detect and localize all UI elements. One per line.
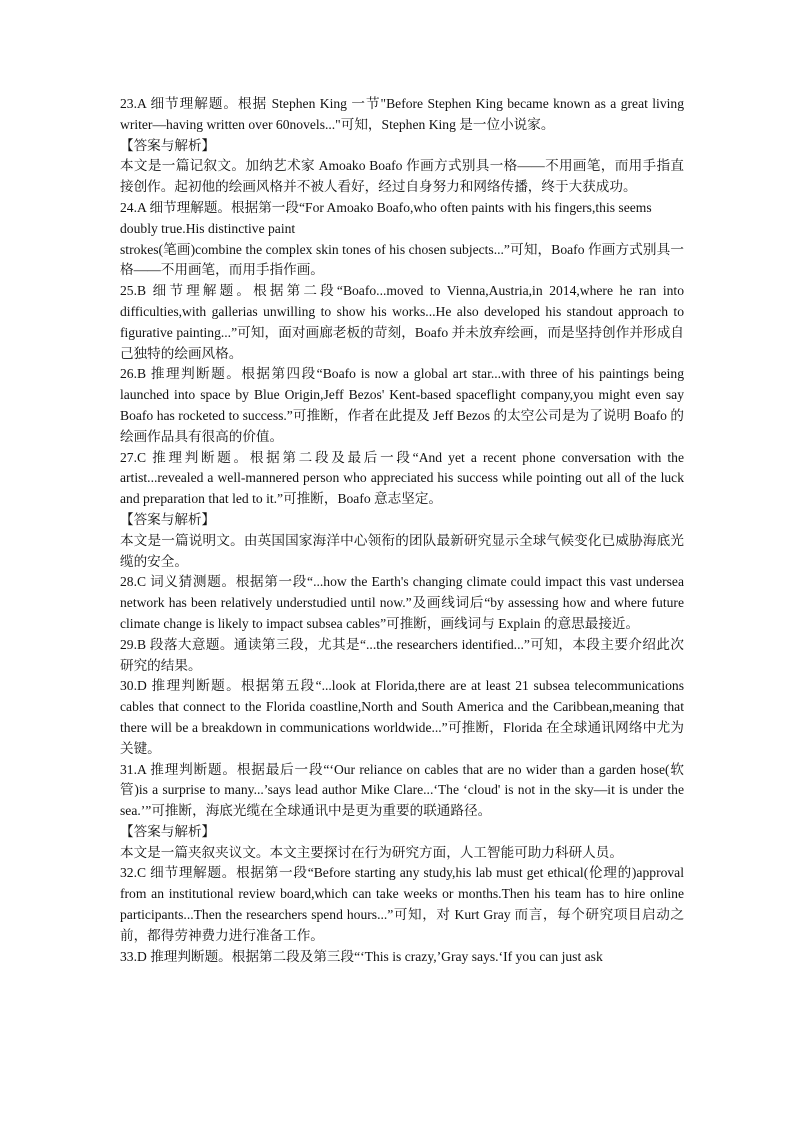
answer-30: 30.D 推理判断题。根据第五段“...look at Florida,there are at least 21 subsea telecommunications cables that connect to the Florida coastline,North and South America and the Caribbean,meaning that there will be a breakdown in communications worldwide...”可推断，Florida 在全球通讯网络中尤为关键。 [120, 678, 684, 756]
passage-summary: 本文是一篇夹叙夹议文。本文主要探讨在行为研究方面，人工智能可助力科研人员。 [120, 844, 623, 860]
answer-33: 33.D 推理判断题。根据第二段及第三段“‘This is crazy,’Gray says.‘If you can just ask [120, 948, 603, 964]
passage-summary: 本文是一篇记叙文。加纳艺术家 Amoako Boafo 作画方式别具一格——不用画笔，而用手指直接创作。起初他的绘画风格并不被人看好，经过自身努力和网络传播，终于大获成功。 [120, 158, 684, 195]
answer-26: 26.B 推理判断题。根据第四段“Boafo is now a global art star...with three of his paintings being launched into space by Blue Origin,Jeff Bezos' Kent-based spaceflight company,you might even say Boafo has rocketed to success.”可推断，作者在此提及 Jeff Bezos 的太空公司是为了说明 Boafo 的绘画作品具有很高的价值。 [120, 366, 684, 444]
answer-28: 28.C 词义猜测题。根据第一段“...how the Earth's changing climate could impact this vast undersea network has been relatively understudied until now.”及画线词后“by assessing how and where future climate change is likely to impact subsea cables”可推断，画线词与 Explain 的意思最接近。 [120, 574, 684, 631]
section-heading-answer-analysis: 【答案与解析】 [120, 137, 216, 153]
section-heading-answer-analysis: 【答案与解析】 [120, 823, 216, 839]
answer-27: 27.C 推理判断题。根据第二段及最后一段“And yet a recent phone conversation with the artist...revealed a well-mannered person who appreciated his success while pointing out all of the luck and preparation that led to it.”可推断，Boafo 意志坚定。 [120, 449, 684, 507]
section-heading-answer-analysis: 【答案与解析】 [120, 511, 216, 527]
answer-25: 25.B 细节理解题。根据第二段“Boafo...moved to Vienna,Austria,in 2014,where he ran into difficulties,with gallerias unwilling to show his works...He also developed his standout approach to figurative painting...”可知，面对画廊老板的苛刻，Boafo 并未放弃绘画，而是坚持创作并形成自己独特的绘画风格。 [120, 283, 684, 361]
answer-32: 32.C 细节理解题。根据第一段“Before starting any study,his lab must get ethical(伦理的)approval from an institutional review board,which can take weeks or months.Then his team has to hire online participants...Then the researchers spend hours...”可知，对 Kurt Gray 而言，每个研究项目启动之前，都得劳神费力进行准备工作。 [120, 865, 684, 943]
passage-summary: 本文是一篇说明文。由英国国家海洋中心领衔的团队最新研究显示全球气候变化已威胁海底光缆的安全。 [120, 532, 684, 569]
answer-29: 29.B 段落大意题。通读第三段，尤其是“...the researchers identified...”可知，本段主要介绍此次研究的结果。 [120, 636, 684, 673]
answer-24-line1: 24.A 细节理解题。根据第一段“For Amoako Boafo,who often paints with his fingers,this seems doubly true.His distinctive paint [120, 199, 652, 236]
answer-23: 23.A 细节理解题。根据 Stephen King 一节"Before Stephen King became known as a great living writer—having written over 60novels..."可知，Stephen King 是一位小说家。 [120, 96, 684, 132]
answer-31: 31.A 推理判断题。根据最后一段“‘Our reliance on cables that are no wider than a garden hose(软管)is a surprise to many...’says lead author Mike Clare...‘The ‘cloud' is not in the sky—it is under the sea.’”可推断，海底光缆在全球通讯中是更为重要的联通路径。 [120, 761, 684, 819]
answer-24-line2: strokes(笔画)combine the complex skin tones of his chosen subjects...”可知，Boafo 作画方式别具一格——不用画笔，而用手指作画。 [120, 241, 684, 278]
